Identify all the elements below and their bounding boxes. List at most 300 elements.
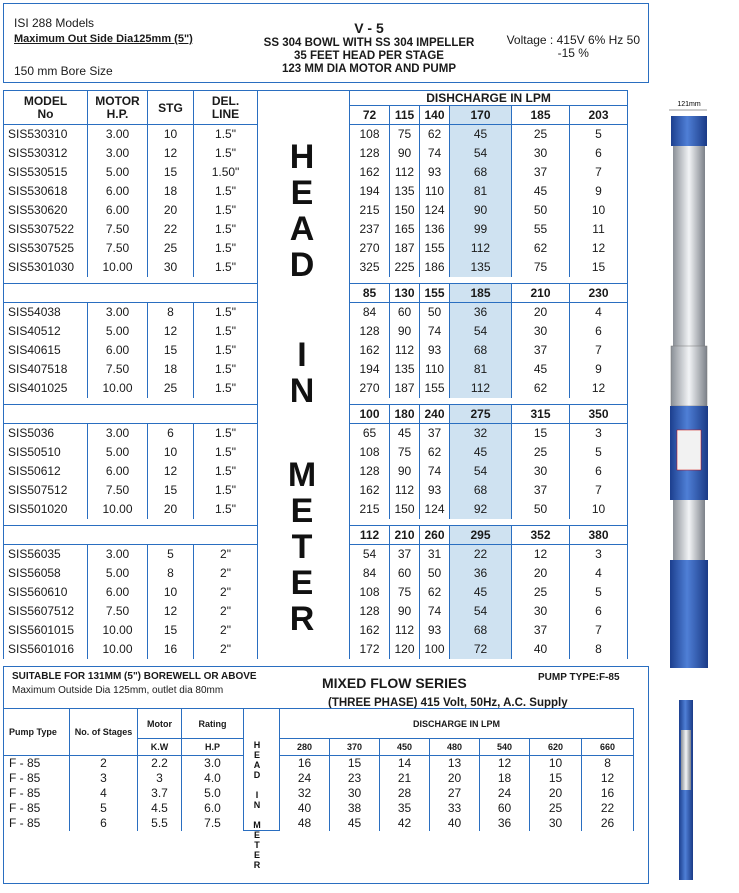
flow-header: 230 [570, 284, 628, 303]
del-line: 1.5" [194, 201, 258, 220]
stages: 12 [148, 602, 194, 621]
model-no: SIS560610 [4, 583, 88, 602]
head-value: 72 [450, 640, 512, 659]
flow-header: 295 [450, 526, 512, 545]
model-no: SIS50612 [4, 462, 88, 481]
head-value: 136 [420, 220, 450, 239]
col-pump-type: Pump Type [4, 709, 70, 756]
head-value: 40 [280, 801, 330, 816]
head-value: 124 [420, 500, 450, 519]
head-value: 7 [570, 341, 628, 360]
head-letter: N [289, 372, 315, 410]
flow-header: 620 [530, 739, 582, 756]
head-value: 54 [450, 322, 512, 341]
head-value: 13 [430, 756, 480, 771]
head-value: 18 [480, 771, 530, 786]
head-value: 135 [390, 360, 420, 379]
head-value: 62 [420, 443, 450, 462]
motor-hp: 10.00 [88, 500, 148, 519]
head-value: 68 [450, 481, 512, 500]
head-value: 33 [430, 801, 480, 816]
bore-size: 150 mm Bore Size [14, 64, 113, 78]
col-motor: Motor [138, 709, 182, 739]
stages: 12 [148, 322, 194, 341]
head-value: 194 [350, 360, 390, 379]
head-value: 14 [380, 756, 430, 771]
head-value: 93 [420, 341, 450, 360]
pump-type-label: PUMP TYPE:F-85 [538, 672, 620, 683]
head-value: 30 [512, 144, 570, 163]
head-letter: D [289, 246, 315, 284]
head-value: 75 [390, 583, 420, 602]
del-line: 1.5" [194, 500, 258, 519]
series-title-block [214, 20, 524, 76]
head-value: 162 [350, 481, 390, 500]
head-value: 20 [512, 564, 570, 583]
head-value: 225 [390, 258, 420, 277]
kw: 3 [138, 771, 182, 786]
head-letter: T [291, 528, 313, 566]
head-value: 30 [330, 786, 380, 801]
head-value: 8 [570, 640, 628, 659]
head-letter: E [290, 174, 314, 212]
stages: 20 [148, 201, 194, 220]
col-discharge: DISCHARGE IN LPM [280, 709, 634, 739]
head-value: 112 [390, 341, 420, 360]
table-row [4, 816, 634, 831]
col-stg: STG [148, 91, 194, 125]
head-value: 60 [390, 303, 420, 322]
head-value: 37 [512, 341, 570, 360]
del-line: 1.5" [194, 144, 258, 163]
flow-header: 350 [570, 405, 628, 424]
head-value: 10 [570, 500, 628, 519]
head-value: 15 [530, 771, 582, 786]
model-no: SIS407518 [4, 360, 88, 379]
head-value: 20 [512, 303, 570, 322]
spec-line-1: SS 304 BOWL WITH SS 304 IMPELLER [263, 37, 475, 49]
head-value: 60 [480, 801, 530, 816]
head-value: 12 [480, 756, 530, 771]
flow-header: 155 [420, 284, 450, 303]
head-value: 325 [350, 258, 390, 277]
kw: 4.5 [138, 801, 182, 816]
voltage-line-2: -15 % [557, 46, 589, 60]
head-value: 27 [430, 786, 480, 801]
head-value: 3 [570, 545, 628, 564]
model-no: SIS5307522 [4, 220, 88, 239]
head-value: 24 [480, 786, 530, 801]
kw: 5.5 [138, 816, 182, 831]
stages: 15 [148, 341, 194, 360]
head-value: 65 [350, 424, 390, 443]
col-hp: H.P [182, 739, 244, 756]
model-no: SIS40512 [4, 322, 88, 341]
head-value: 37 [512, 163, 570, 182]
flow-header: 380 [570, 526, 628, 545]
stages: 12 [148, 144, 194, 163]
motor-hp: 10.00 [88, 379, 148, 398]
del-line: 1.5" [194, 379, 258, 398]
voltage-line-1: Voltage : 415V 6% Hz 50 [506, 33, 640, 47]
motor-hp: 10.00 [88, 621, 148, 640]
head-value: 60 [390, 564, 420, 583]
table-row [4, 771, 634, 786]
head-value: 25 [512, 443, 570, 462]
motor-steel-band [673, 500, 705, 560]
flow-header: 185 [512, 106, 570, 125]
col-model: MODEL No [4, 91, 88, 125]
flow-header: 112 [350, 526, 390, 545]
motor-hp: 5.00 [88, 443, 148, 462]
flow-header: 140 [420, 106, 450, 125]
del-line: 1.5" [194, 424, 258, 443]
flow-header: 85 [350, 284, 390, 303]
head-value: 5 [570, 443, 628, 462]
del-line: 2" [194, 621, 258, 640]
stages: 4 [70, 786, 138, 801]
head-value: 36 [480, 816, 530, 831]
del-line: 1.5" [194, 481, 258, 500]
head-value: 74 [420, 602, 450, 621]
head-value: 45 [450, 125, 512, 144]
head-value: 9 [570, 182, 628, 201]
head-value: 68 [450, 621, 512, 640]
head-value: 112 [450, 239, 512, 258]
hp: 6.0 [182, 801, 244, 816]
dimension-label: 121mm [677, 101, 701, 108]
pump-steel-body [673, 146, 705, 346]
head-value: 6 [570, 462, 628, 481]
del-line: 1.5" [194, 341, 258, 360]
head-value: 165 [390, 220, 420, 239]
pump-type: F - 85 [4, 801, 70, 816]
head-value: 194 [350, 182, 390, 201]
del-line: 1.5" [194, 125, 258, 144]
head-value: 270 [350, 379, 390, 398]
model-no: SIS401025 [4, 379, 88, 398]
head-value: 54 [450, 144, 512, 163]
head-value: 37 [390, 545, 420, 564]
head-value: 25 [512, 125, 570, 144]
pump-type: F - 85 [4, 786, 70, 801]
flow-header: 260 [420, 526, 450, 545]
head-value: 84 [350, 303, 390, 322]
head-value: 112 [390, 481, 420, 500]
head-value: 37 [512, 481, 570, 500]
model-no: SIS5601015 [4, 621, 88, 640]
head-value: 135 [450, 258, 512, 277]
motor-hp: 10.00 [88, 640, 148, 659]
del-line: 2" [194, 545, 258, 564]
motor-hp: 7.50 [88, 239, 148, 258]
motor-hp: 3.00 [88, 545, 148, 564]
head-value: 16 [280, 756, 330, 771]
head-value: 28 [380, 786, 430, 801]
head-letter: A [289, 210, 315, 248]
table-header-row [4, 91, 628, 106]
del-line: 1.5" [194, 258, 258, 277]
head-value: 45 [390, 424, 420, 443]
head-value: 54 [350, 545, 390, 564]
head-value: 110 [420, 360, 450, 379]
flow-header: 280 [280, 739, 330, 756]
head-value: 40 [512, 640, 570, 659]
head-value: 92 [450, 500, 512, 519]
del-line: 1.5" [194, 182, 258, 201]
head-value: 37 [512, 621, 570, 640]
head-value: 30 [530, 816, 582, 831]
col-kw: K.W [138, 739, 182, 756]
head-value: 237 [350, 220, 390, 239]
head-value: 112 [390, 163, 420, 182]
hp: 4.0 [182, 771, 244, 786]
head-value: 45 [450, 583, 512, 602]
head-value: 15 [330, 756, 380, 771]
head-value: 42 [380, 816, 430, 831]
head-value: 30 [512, 322, 570, 341]
head-value: 62 [420, 125, 450, 144]
stages: 22 [148, 220, 194, 239]
model-no: SIS56035 [4, 545, 88, 564]
stages: 5 [70, 801, 138, 816]
pump-illustration [649, 0, 739, 888]
head-value: 135 [390, 182, 420, 201]
head-value: 35 [380, 801, 430, 816]
head-value: 7 [570, 163, 628, 182]
head-letter: E [290, 492, 314, 530]
head-letter: E [290, 564, 314, 602]
head-value: 74 [420, 462, 450, 481]
stages: 18 [148, 360, 194, 379]
head-value: 93 [420, 621, 450, 640]
head-value: 25 [512, 583, 570, 602]
head-value: 90 [390, 462, 420, 481]
model-series: ISI 288 Models [14, 16, 95, 30]
head-value: 99 [450, 220, 512, 239]
del-line: 1.5" [194, 462, 258, 481]
motor-hp: 6.00 [88, 583, 148, 602]
head-value: 74 [420, 322, 450, 341]
head-value: 270 [350, 239, 390, 258]
stages: 6 [148, 424, 194, 443]
head-value: 74 [420, 144, 450, 163]
head-value: 75 [390, 125, 420, 144]
del-line: 1.5" [194, 322, 258, 341]
head-value: 4 [570, 564, 628, 583]
head-value: 62 [420, 583, 450, 602]
flow-header: 130 [390, 284, 420, 303]
head-value: 6 [570, 602, 628, 621]
head-value: 162 [350, 621, 390, 640]
head-value: 62 [512, 379, 570, 398]
head-value: 40 [430, 816, 480, 831]
head-value: 5 [570, 583, 628, 602]
head-value: 81 [450, 182, 512, 201]
stages: 18 [148, 182, 194, 201]
head-value: 21 [380, 771, 430, 786]
motor-hp: 7.50 [88, 220, 148, 239]
head-value: 81 [450, 360, 512, 379]
head-value: 5 [570, 125, 628, 144]
mf-header-row [4, 709, 634, 739]
head-value: 48 [280, 816, 330, 831]
del-line: 2" [194, 602, 258, 621]
motor-hp: 7.50 [88, 481, 148, 500]
head-value: 6 [570, 144, 628, 163]
head-value: 25 [530, 801, 582, 816]
head-value: 6 [570, 322, 628, 341]
head-value: 62 [512, 239, 570, 258]
motor-hp: 7.50 [88, 360, 148, 379]
hp: 3.0 [182, 756, 244, 771]
model-no: SIS501020 [4, 500, 88, 519]
head-value: 50 [512, 500, 570, 519]
head-value: 36 [450, 564, 512, 583]
motor-hp: 3.00 [88, 125, 148, 144]
head-value: 45 [512, 182, 570, 201]
suitable-note: SUITABLE FOR 131MM (5") BOREWELL OR ABOVE [12, 671, 257, 682]
head-value: 120 [390, 640, 420, 659]
head-value: 112 [390, 621, 420, 640]
head-value: 8 [582, 756, 634, 771]
col-discharge: DISHCHARGE IN LPM [350, 91, 628, 106]
flow-header: 180 [390, 405, 420, 424]
col-rating: Rating [182, 709, 244, 739]
stages: 10 [148, 443, 194, 462]
pump-type: F - 85 [4, 816, 70, 831]
motor-hp: 6.00 [88, 462, 148, 481]
head-value: 90 [450, 201, 512, 220]
pump-strainer [671, 346, 707, 406]
pump-illustration-panel [649, 0, 739, 888]
spec-header [3, 3, 649, 83]
flow-header: 275 [450, 405, 512, 424]
del-line: 2" [194, 640, 258, 659]
head-value: 45 [330, 816, 380, 831]
motor-hp: 3.00 [88, 303, 148, 322]
head-value: 15 [570, 258, 628, 277]
del-line: 2" [194, 564, 258, 583]
head-value: 128 [350, 602, 390, 621]
head-value: 54 [450, 602, 512, 621]
head-value: 186 [420, 258, 450, 277]
head-value: 10 [570, 201, 628, 220]
model-no: SIS530620 [4, 201, 88, 220]
head-value: 45 [512, 360, 570, 379]
head-value: 54 [450, 462, 512, 481]
head-value: 90 [390, 144, 420, 163]
flow-header: 540 [480, 739, 530, 756]
series-title: V - 5 [354, 20, 384, 36]
pump-type: F - 85 [4, 771, 70, 786]
head-value: 30 [512, 602, 570, 621]
head-value: 26 [582, 816, 634, 831]
flow-header: 352 [512, 526, 570, 545]
head-value: 12 [582, 771, 634, 786]
flow-header: 185 [450, 284, 512, 303]
model-no: SIS54038 [4, 303, 88, 322]
head-value: 187 [390, 239, 420, 258]
head-value: 7 [570, 481, 628, 500]
flow-header: 450 [380, 739, 430, 756]
head-value: 187 [390, 379, 420, 398]
head-letter: M [287, 456, 317, 494]
flow-header: 370 [330, 739, 380, 756]
head-value: 128 [350, 144, 390, 163]
hp: 5.0 [182, 786, 244, 801]
head-value: 50 [420, 564, 450, 583]
head-value: 22 [582, 801, 634, 816]
table-row [4, 756, 634, 771]
head-value: 215 [350, 500, 390, 519]
head-value: 100 [420, 640, 450, 659]
flow-header: 100 [350, 405, 390, 424]
head-value: 38 [330, 801, 380, 816]
stages: 10 [148, 583, 194, 602]
flow-header: 240 [420, 405, 450, 424]
head-value: 112 [450, 379, 512, 398]
head-letter: R [289, 600, 315, 638]
stages: 30 [148, 258, 194, 277]
head-value: 108 [350, 443, 390, 462]
stages: 16 [148, 640, 194, 659]
head-value: 10 [530, 756, 582, 771]
flow-header: 203 [570, 106, 628, 125]
stages: 15 [148, 481, 194, 500]
del-line: 1.5" [194, 443, 258, 462]
model-no: SIS530515 [4, 163, 88, 182]
head-value: 68 [450, 341, 512, 360]
stages: 12 [148, 462, 194, 481]
stages: 5 [148, 545, 194, 564]
motor-label-plate [677, 430, 701, 470]
model-no: SIS56058 [4, 564, 88, 583]
motor-hp: 3.00 [88, 424, 148, 443]
head-value: 12 [512, 545, 570, 564]
model-no: SIS5607512 [4, 602, 88, 621]
head-value: 75 [390, 443, 420, 462]
head-value: 45 [450, 443, 512, 462]
del-line: 1.5" [194, 303, 258, 322]
head-value: 128 [350, 462, 390, 481]
kw: 2.2 [138, 756, 182, 771]
head-value: 20 [530, 786, 582, 801]
pump-type: F - 85 [4, 756, 70, 771]
head-value: 150 [390, 500, 420, 519]
model-no: SIS5307525 [4, 239, 88, 258]
model-no: SIS5036 [4, 424, 88, 443]
model-no: SIS530310 [4, 125, 88, 144]
model-no: SIS507512 [4, 481, 88, 500]
head-value: 24 [280, 771, 330, 786]
model-no: SIS5301030 [4, 258, 88, 277]
head-value: 37 [420, 424, 450, 443]
flow-header: 480 [430, 739, 480, 756]
head-value: 162 [350, 341, 390, 360]
spec-line-3: 123 MM DIA MOTOR AND PUMP [281, 63, 456, 75]
motor-hp: 6.00 [88, 341, 148, 360]
series-name: MIXED FLOW SERIES [322, 675, 467, 691]
stages: 25 [148, 379, 194, 398]
motor-hp: 7.50 [88, 602, 148, 621]
head-value: 15 [512, 424, 570, 443]
head-value: 50 [420, 303, 450, 322]
head-value: 90 [390, 322, 420, 341]
head-in-meter-vertical: H E A D I N M E T E R [253, 740, 261, 870]
motor-hp: 3.00 [88, 144, 148, 163]
col-del-line: DEL. LINE [194, 91, 258, 125]
